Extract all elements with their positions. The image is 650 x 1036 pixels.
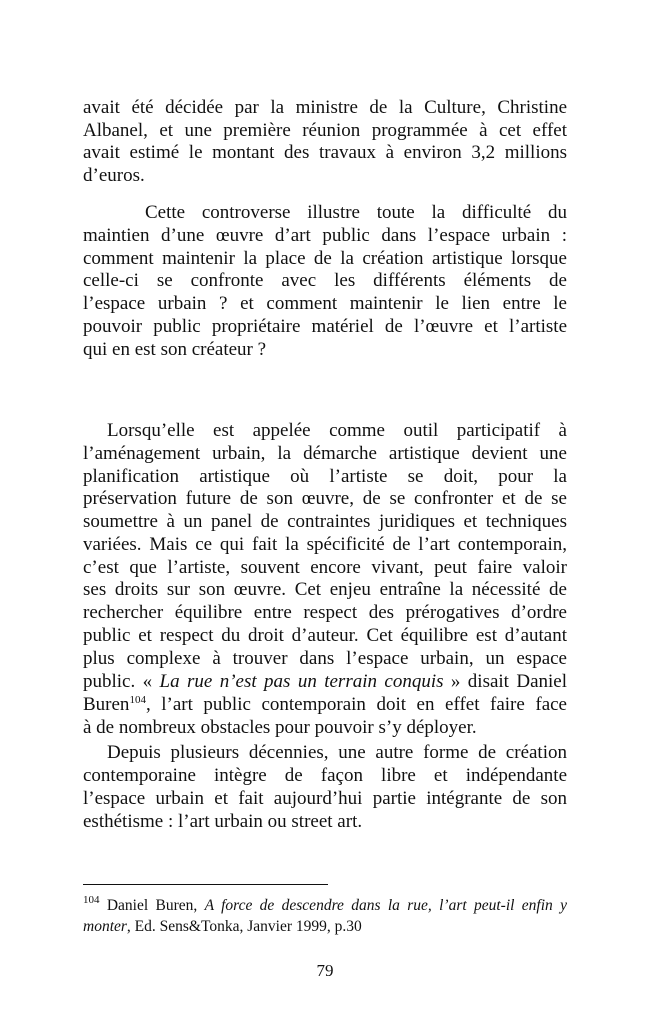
text-line <box>83 269 567 292</box>
text-segment: public. « <box>83 671 160 692</box>
text-segment: public et respect du droit d’auteur. Cet équilibre est d’autant <box>83 625 567 646</box>
text-segment: , l’art public contemporain doit en effet faire face <box>145 694 567 715</box>
text-line <box>83 119 567 142</box>
footnote-separator <box>83 884 328 885</box>
text-line <box>83 487 567 510</box>
text-segment: Lorsqu’elle est appelée comme outil participatif à <box>107 420 567 441</box>
text-segment: planification artistique où l’artiste se doit, pour la <box>83 466 567 487</box>
text-line <box>83 141 567 164</box>
text-segment: ses droits sur son œuvre. Cet enjeu entraîne la nécessité de <box>83 579 567 600</box>
text-line <box>83 510 567 533</box>
text-segment: Cette controverse illustre toute la difficulté du <box>145 202 567 223</box>
text-line <box>83 647 567 670</box>
text-line <box>83 601 567 624</box>
text-segment: avait été décidée par la ministre de la Culture, Christine <box>83 97 567 118</box>
text-line <box>83 292 567 315</box>
text-line <box>83 556 567 579</box>
text-segment: qui en est son créateur ? <box>83 339 267 360</box>
page-number: 79 <box>316 961 334 980</box>
text-segment: Albanel, et une première réunion programmée à cet effet <box>83 120 567 141</box>
text-line <box>83 465 567 488</box>
text-segment: l’aménagement urbain, la démarche artistique devient une <box>83 443 567 464</box>
text-line <box>83 96 567 119</box>
text-segment: l’espace urbain et fait aujourd’hui partie intégrante de son <box>83 788 567 809</box>
footnote-reference: 104 <box>129 694 146 706</box>
text-line <box>83 787 567 810</box>
text-line <box>107 741 567 764</box>
text-line <box>145 201 567 224</box>
text-segment: c’est que l’artiste, souvent encore vivant, peut faire valoir <box>83 557 567 578</box>
text-line <box>83 716 567 739</box>
text-segment: l’espace urbain ? et comment maintenir le lien entre le <box>83 293 567 314</box>
text-segment: à de nombreux obstacles pour pouvoir s’y déployer. <box>83 717 477 738</box>
text-segment: plus complexe à trouver dans l’espace urbain, un espace <box>83 648 567 669</box>
text-line <box>83 578 567 601</box>
italic-text: La rue n’est pas un terrain conquis <box>159 671 444 692</box>
text-segment: » disait Daniel <box>443 671 567 692</box>
footnote-line <box>83 917 567 937</box>
text-segment: contemporaine intègre de façon libre et indépendante <box>83 765 567 786</box>
text-line <box>107 419 567 442</box>
text-line <box>83 247 567 270</box>
footnote-reference: 104 <box>83 894 100 906</box>
text-segment: comment maintenir la place de la création artistique lorsque <box>83 248 567 269</box>
footnote-line <box>83 896 567 916</box>
text-segment: préservation future de son œuvre, de se confronter et de se <box>83 488 567 509</box>
text-segment: maintien d’une œuvre d’art public dans l’espace urbain : <box>83 225 567 246</box>
text-segment: soumettre à un panel de contraintes juridiques et techniques <box>83 511 567 532</box>
italic-text: A force de descendre dans la rue, l’art peut-il enfin y <box>204 897 567 914</box>
text-segment: avait estimé le montant des travaux à environ 3,2 millions <box>83 142 567 163</box>
text-line <box>83 533 567 556</box>
text-line <box>83 670 567 693</box>
text-segment: d’euros. <box>83 165 145 186</box>
text-segment: , Ed. Sens&Tonka, Janvier 1999, p.30 <box>126 918 362 935</box>
text-line <box>83 224 567 247</box>
text-segment: Buren <box>83 694 130 715</box>
text-line <box>83 764 567 787</box>
text-segment: rechercher équilibre entre respect des prérogatives d’ordre <box>83 602 567 623</box>
text-line <box>83 338 567 361</box>
text-segment: variées. Mais ce qui fait la spécificité de l’art contemporain, <box>83 534 567 555</box>
text-line <box>83 624 567 647</box>
text-line <box>83 693 567 716</box>
text-line <box>83 164 567 187</box>
text-segment: pouvoir public propriétaire matériel de l’œuvre et l’artiste <box>83 316 567 337</box>
text-segment: celle-ci se confronte avec les différents éléments de <box>83 270 567 291</box>
text-segment: esthétisme : l’art urbain ou street art. <box>83 811 363 832</box>
text-line <box>83 810 567 833</box>
italic-text: monter <box>83 918 127 935</box>
text-segment: Daniel Buren, <box>99 897 205 914</box>
text-line <box>83 442 567 465</box>
text-segment: Depuis plusieurs décennies, une autre forme de création <box>107 742 567 763</box>
text-line <box>83 315 567 338</box>
